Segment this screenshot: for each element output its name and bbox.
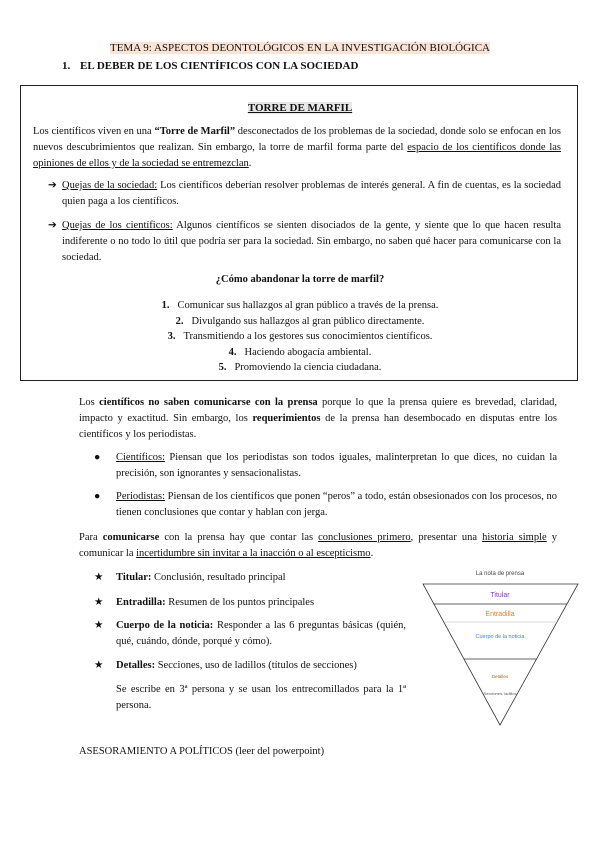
arrow-icon: ➔ xyxy=(48,220,57,231)
t: Algunos científicos se sienten disociados de la gente, y siente que lo que hacen resulta indiferente o no todo lo útil que podría ser para la sociedad. Sin embargo, no saben qué hacer para comunicarse con la sociedad. xyxy=(62,220,561,263)
part-titular xyxy=(94,570,406,586)
n: 5. xyxy=(218,362,227,373)
step xyxy=(0,298,600,314)
t: comunicarse xyxy=(102,532,160,543)
n: 2. xyxy=(175,315,184,327)
t: requerimientos xyxy=(252,413,321,424)
n: 1. xyxy=(161,300,170,311)
t: desconectados de los problemas de la sociedad, donde solo se enfocan en los nuevos descubrimientos que realizan. Sin embargo, la torre de marfil forma parte del xyxy=(33,126,561,153)
section-label: EL DEBER DE LOS CIENTÍFICOS CON LA SOCIEDAD xyxy=(80,60,359,72)
box-title xyxy=(0,102,600,114)
t: Quejas de los científicos: xyxy=(62,220,173,231)
box-question: ¿Cómo abandonar la torre de marfil? xyxy=(215,274,385,285)
t: Entradilla: xyxy=(116,597,166,608)
pyramid-level-entradilla: Entradilla xyxy=(485,611,515,618)
star-icon: ★ xyxy=(94,620,104,631)
bullet-icon: ● xyxy=(94,491,101,502)
n: 4. xyxy=(228,346,237,358)
inverted-pyramid-diagram xyxy=(418,565,583,730)
t: porque lo que la prensa quiere es brevedad, claridad, impacto y exactitud. Sin embargo, los xyxy=(79,397,557,424)
pyramid-level-titular: Titular xyxy=(490,592,510,599)
t: Los científicos viven en una xyxy=(33,126,155,137)
person-note: Se escribe en 3ª persona y se usan los entrecomillados para la 1ª persona. xyxy=(116,684,406,711)
part-entradilla xyxy=(94,595,406,611)
t: Secciones, uso de ladillos (títulos de secciones) xyxy=(155,660,357,671)
steps-list xyxy=(0,298,600,376)
t: Cuerpo de la noticia: xyxy=(116,620,214,631)
press-paragraph xyxy=(79,395,557,443)
t: Transmitiendo a los gestores sus conocimientos científicos. xyxy=(183,331,433,342)
footer-heading: ASESORAMIENTO A POLÍTICOS (leer del powerpoint) xyxy=(79,746,325,757)
t: y comunicar la xyxy=(79,532,557,559)
t: incertidumbre sin invitar a la inacción o al escepticismo xyxy=(136,548,371,559)
view-scientists xyxy=(94,450,557,482)
arrow-icon: ➔ xyxy=(48,180,57,191)
t: conclusiones primero xyxy=(318,532,411,543)
t: con la prensa hay que contar las xyxy=(159,532,319,543)
t: historia simple xyxy=(482,532,547,543)
bullet-icon: ● xyxy=(94,452,101,463)
t: Titular: xyxy=(116,572,152,583)
t: Piensan que los periodistas son todos iguales, malinterpretan lo que dices, no cuidan la precisión, son ignorantes y sensacionalistas. xyxy=(116,452,557,479)
pyramid-level-cuerpo: Cuerpo de la noticia xyxy=(475,634,525,640)
t: científicos no saben comunicarse con la prensa xyxy=(99,397,318,408)
box-intro xyxy=(33,124,561,172)
t: Los xyxy=(79,397,100,408)
t: . xyxy=(248,158,252,169)
box-title-text: TORRE DE MARFIL xyxy=(247,102,353,114)
star-icon: ★ xyxy=(94,660,104,671)
step xyxy=(0,314,600,330)
t: Responder a las 6 preguntas básicas (quién, qué, cuándo, dónde, porqué y cómo). xyxy=(116,620,407,647)
t: Haciendo abogacía ambiental. xyxy=(244,346,372,358)
t: Promoviendo la ciencia ciudadana. xyxy=(234,362,382,373)
step xyxy=(0,345,600,361)
star-icon: ★ xyxy=(94,572,104,583)
complaint-society xyxy=(48,178,561,210)
part-cuerpo xyxy=(94,618,407,650)
t: Quejas de la sociedad: xyxy=(62,180,158,191)
complaint-scientists xyxy=(48,218,561,266)
t: espacio de los científicos donde las opiniones de ellos y de la sociedad se entremezclan xyxy=(33,142,561,169)
document-title xyxy=(0,42,600,54)
n: 3. xyxy=(167,331,176,342)
star-icon: ★ xyxy=(94,597,104,608)
t: Los científicos deberían resolver problemas de interés general. A fin de cuentas, es la sociedad quien paga a los científicos. xyxy=(62,180,561,207)
t: Piensan de los científicos que ponen “peros” a todo, están obsesionados con los procesos, no tienen conclusiones que contar y hablan con jerga. xyxy=(116,491,557,518)
step xyxy=(0,360,600,376)
step xyxy=(0,329,600,345)
t: Detalles: xyxy=(116,660,156,671)
section-heading xyxy=(62,60,358,72)
t: Divulgando sus hallazgos al gran público directamente. xyxy=(191,315,425,327)
t: Periodistas: xyxy=(116,491,165,502)
pyramid-level-secciones: Secciones, ladillos xyxy=(483,691,517,696)
howto-paragraph xyxy=(79,530,557,562)
t: . xyxy=(370,548,374,559)
pyramid-title: La nota de prensa xyxy=(475,571,525,577)
t: Para xyxy=(79,532,103,543)
pyramid-outline xyxy=(423,584,578,725)
section-number: 1. xyxy=(62,60,71,72)
view-journalists xyxy=(94,489,557,521)
t: de la prensa han desembocado en disputas entre los científicos y los periodistas. xyxy=(79,413,557,440)
t: Comunicar sus hallazgos al gran público a través de la prensa. xyxy=(177,300,439,311)
t: Científicos: xyxy=(116,452,165,463)
t: Resumen de los puntos principales xyxy=(165,597,315,608)
t: “Torre de Marfil” xyxy=(154,126,236,137)
title-text: TEMA 9: ASPECTOS DEONTOLÓGICOS EN LA INVESTIGACIÓN BIOLÓGICA xyxy=(109,42,490,54)
part-detalles xyxy=(94,658,416,674)
t: , presentar una xyxy=(410,532,483,543)
pyramid-level-detalles: Detalles xyxy=(491,674,509,679)
t: Conclusión, resultado principal xyxy=(151,572,286,583)
